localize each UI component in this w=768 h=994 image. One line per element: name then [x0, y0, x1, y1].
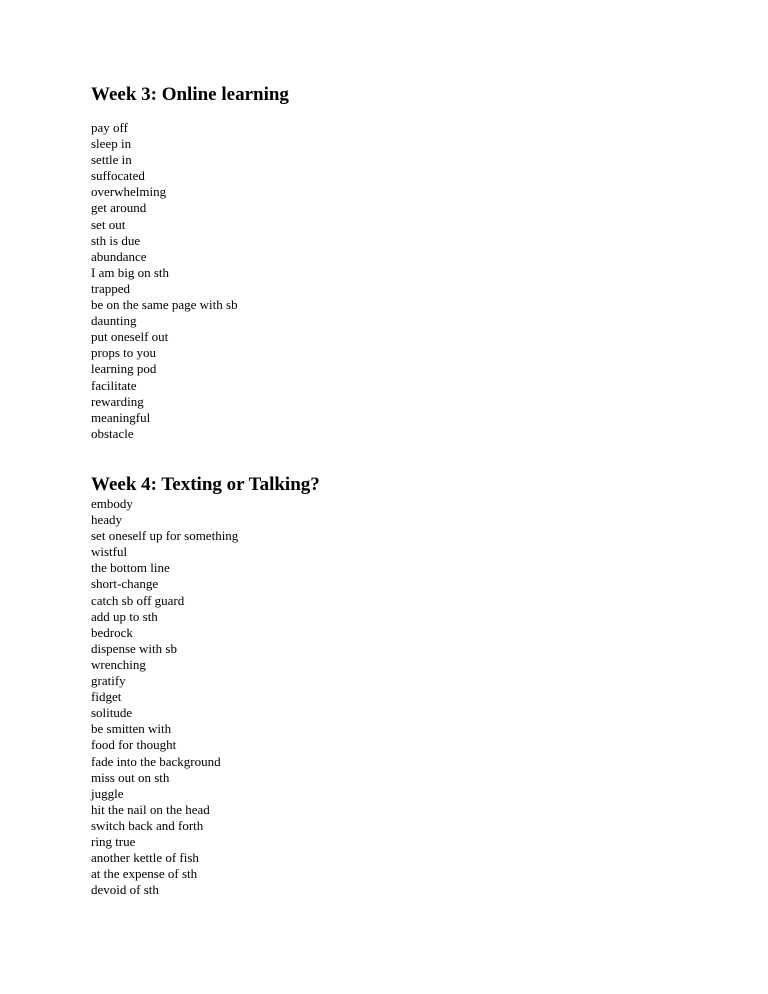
vocabulary-term: trapped [91, 280, 130, 296]
week-4-vocabulary-list [91, 496, 691, 898]
vocabulary-term: suffocated [91, 168, 145, 184]
vocabulary-term: I am big on sth [91, 264, 169, 280]
vocabulary-term: gratify [91, 673, 126, 689]
vocabulary-term: ring true [91, 833, 136, 849]
vocabulary-term: settle in [91, 152, 132, 168]
vocabulary-term: dispense with sb [91, 640, 177, 656]
week-4-heading: Week 4: Texting or Talking? [91, 474, 320, 495]
vocabulary-term: miss out on sth [91, 769, 170, 785]
vocabulary-term: get around [91, 200, 147, 216]
week-4-section [91, 474, 691, 898]
vocabulary-term: sleep in [91, 136, 132, 152]
vocabulary-term: sth is due [91, 232, 141, 248]
vocabulary-term: put oneself out [91, 329, 169, 345]
vocabulary-term: fade into the background [91, 753, 221, 769]
vocabulary-term: wrenching [91, 656, 146, 672]
vocabulary-term: props to you [91, 345, 156, 361]
vocabulary-term: the bottom line [91, 560, 170, 576]
vocabulary-term: short-change [91, 576, 159, 592]
vocabulary-term: catch sb off guard [91, 592, 185, 608]
vocabulary-term: solitude [91, 705, 133, 721]
vocabulary-term: at the expense of sth [91, 866, 198, 882]
vocabulary-term: obstacle [91, 425, 134, 441]
vocabulary-term: set oneself up for something [91, 528, 239, 544]
vocabulary-term: hit the nail on the head [91, 801, 210, 817]
vocabulary-term: food for thought [91, 737, 177, 753]
vocabulary-term: facilitate [91, 377, 137, 393]
week-3-section [91, 84, 691, 442]
vocabulary-term: wistful [91, 544, 128, 560]
vocabulary-term: daunting [91, 313, 137, 329]
vocabulary-term: fidget [91, 689, 122, 705]
vocabulary-term: another kettle of fish [91, 850, 199, 866]
vocabulary-term: bedrock [91, 624, 133, 640]
vocabulary-term: switch back and forth [91, 817, 204, 833]
vocabulary-term: abundance [91, 248, 147, 264]
vocabulary-term: add up to sth [91, 608, 158, 624]
vocabulary-term: embody [91, 496, 133, 511]
vocabulary-term: devoid of sth [91, 882, 159, 898]
vocabulary-term: meaningful [91, 409, 151, 425]
vocabulary-term: overwhelming [91, 184, 167, 200]
vocabulary-term: rewarding [91, 393, 144, 409]
vocabulary-term: learning pod [91, 361, 157, 377]
vocabulary-term: be on the same page with sb [91, 297, 238, 313]
vocabulary-term: pay off [91, 120, 128, 135]
vocabulary-term: juggle [91, 785, 124, 801]
vocabulary-term: set out [91, 216, 126, 232]
week-3-vocabulary-list [91, 120, 691, 442]
vocabulary-term: heady [91, 512, 123, 528]
vocabulary-term: be smitten with [91, 721, 172, 737]
week-3-heading: Week 3: Online learning [91, 84, 289, 105]
